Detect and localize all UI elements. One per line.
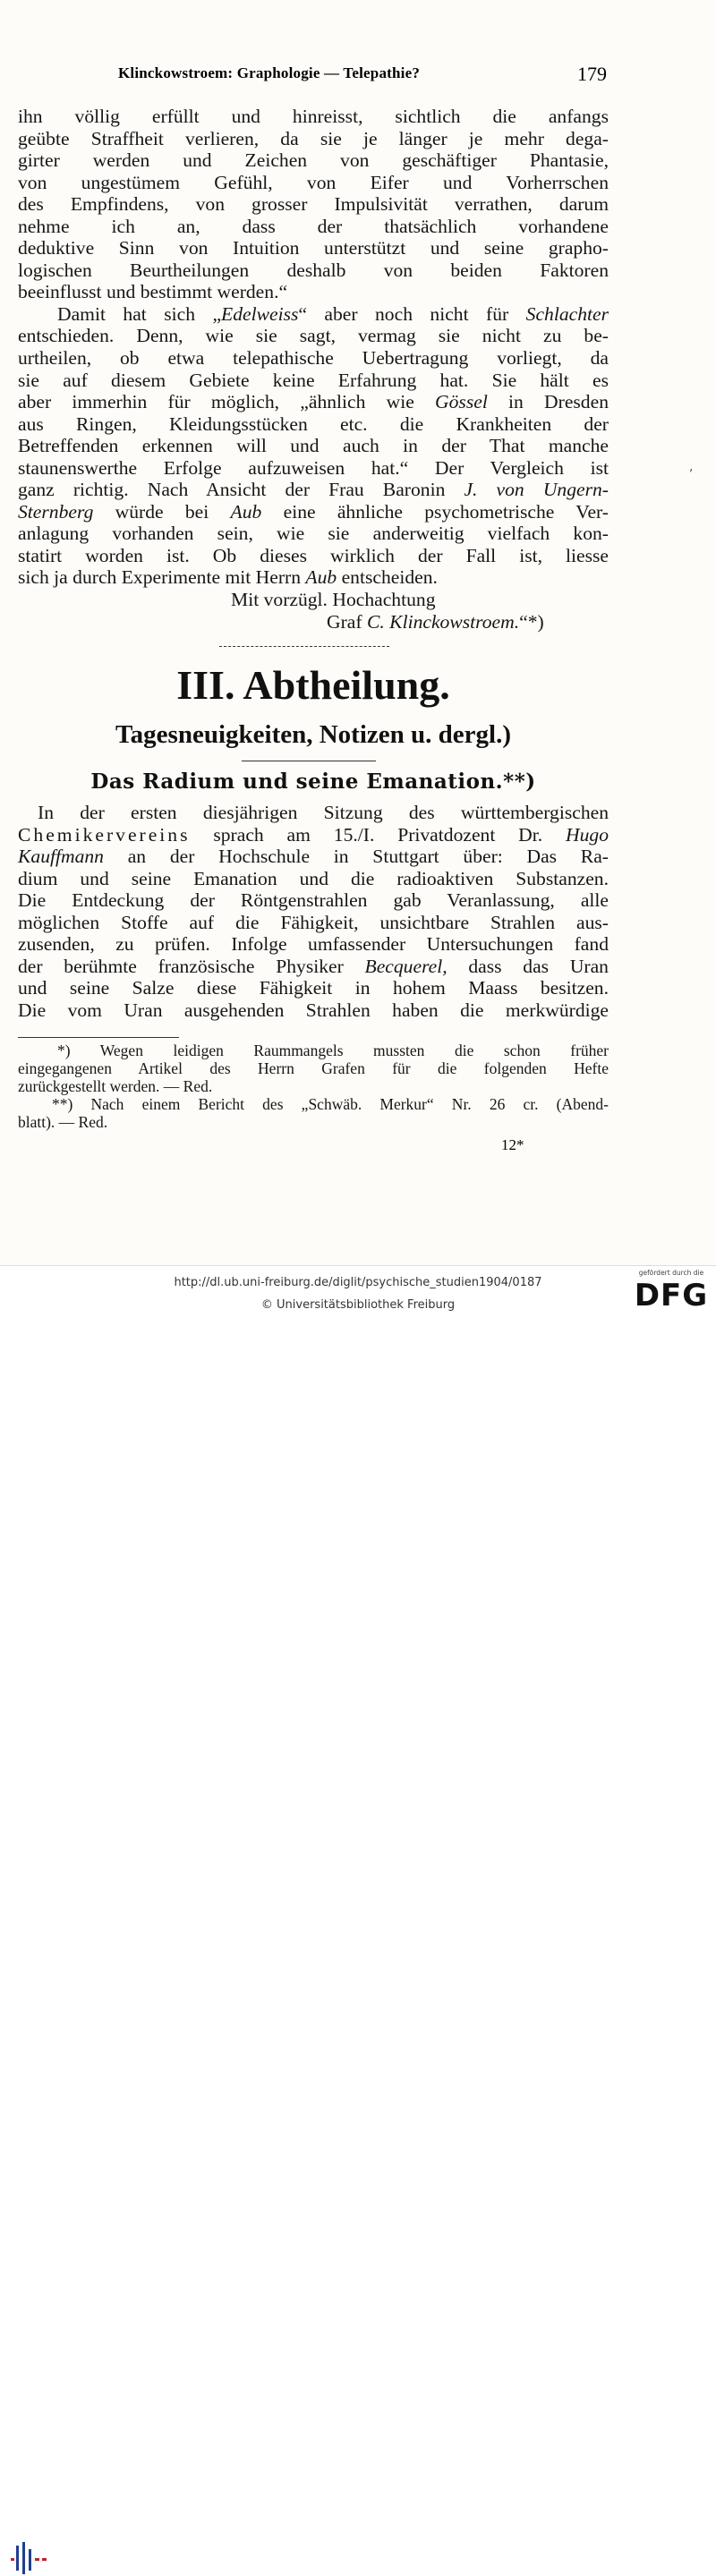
text-line: In der ersten diesjährigen Sitzung des württembergischen xyxy=(38,802,609,823)
text-run: würde bei xyxy=(93,500,231,523)
text-line xyxy=(18,846,609,868)
text-line: nehme ich an, dass der thatsächlich vorhandene xyxy=(18,215,609,237)
text-run-italic: Aub xyxy=(305,566,337,589)
text-run-italic: Sternberg xyxy=(18,500,94,523)
text-line: girter werden und Zeichen von geschäftiger Phantasie, xyxy=(18,149,609,172)
text-line: von ungestümem Gefühl, von Eifer und Vorherrschen xyxy=(18,171,609,193)
text-line: und seine Salze diese Fähigkeit in hohem Maass besitzen. xyxy=(18,977,609,999)
stray-mark: , xyxy=(689,460,694,474)
text-run: entscheiden. xyxy=(337,566,438,589)
article-title: Das Radium und seine Emanation.**) xyxy=(90,769,536,794)
letter-text xyxy=(18,106,609,633)
text-run: an der Hochschule in Stuttgart über: Das Ra- xyxy=(103,846,609,868)
article-text xyxy=(18,802,609,1021)
page-number: 179 xyxy=(577,63,607,85)
text-line: statirt worden ist. Ob dieses wirklich der Fall ist, liesse xyxy=(18,544,609,566)
dfg-logo xyxy=(630,1269,712,1314)
text-run: aber immerhin für möglich, „ähnlich wie xyxy=(18,391,436,413)
text-run-spaced: Chemikervereins xyxy=(18,823,191,846)
text-line: geübte Straffheit verlieren, da sie je länger je mehr dega- xyxy=(18,127,609,149)
text-line: beeinflusst und bestimmt werden.“ xyxy=(18,281,288,303)
text-run-italic: Kauffmann xyxy=(18,846,104,868)
text-run: “ aber noch nicht für xyxy=(298,302,526,325)
footnote-line: *) Wegen leidigen Raummangels mussten die schon früher xyxy=(57,1041,609,1059)
text-run: eine ähnliche psychometrische Ver- xyxy=(261,500,609,523)
signature-line xyxy=(18,611,609,633)
text-run-italic: Edelweiss xyxy=(221,302,299,325)
text-line xyxy=(18,479,609,501)
text-line: urtheilen, ob etwa telepathische Uebertragung vorliegt, da xyxy=(18,347,609,370)
text-line: ihn völlig erfüllt und hinreisst, sichtlich die anfangs xyxy=(18,106,609,127)
text-line: dium und seine Emanation und die radioaktiven Substanzen. xyxy=(18,867,609,889)
section-title: III. Abtheilung. xyxy=(176,662,450,708)
page-header xyxy=(18,63,609,89)
text-line xyxy=(18,566,609,589)
text-line xyxy=(18,501,609,523)
copyright-notice: © Universitätsbibliothek Freiburg xyxy=(260,1298,456,1312)
footnote-rule xyxy=(18,1037,179,1038)
closing-line: Mit vorzügl. Hochachtung xyxy=(231,589,436,611)
text-run: sich ja durch Experimente mit Herrn xyxy=(18,566,306,589)
text-run: “*) xyxy=(519,610,544,633)
text-line: zusenden, zu prüfen. Infolge umfassender Untersuchungen fand xyxy=(18,933,609,956)
text-run-italic: Hugo xyxy=(566,823,609,846)
text-line: logischen Beurtheilungen deshalb von beiden Faktoren xyxy=(18,259,609,281)
text-line: staunenswerthe Erfolge aufzuweisen hat.“ Der Vergleich ist xyxy=(18,456,609,479)
dfg-logo-text: DFG xyxy=(634,1278,709,1314)
text-run: sprach am 15./I. Privatdozent Dr. xyxy=(190,823,566,846)
permalink-url[interactable]: http://dl.ub.uni-freiburg.de/diglit/psychische_studien1904/0187 xyxy=(174,1276,542,1289)
text-line: des Empfindens, von grosser Impulsivität verrathen, darum xyxy=(18,193,609,216)
text-line: Die vom Uran ausgehenden Strahlen haben die merkwürdige xyxy=(18,999,609,1021)
text-line xyxy=(18,956,609,978)
dfg-caption: gefördert durch die xyxy=(638,1269,704,1277)
text-run: dass das Uran xyxy=(447,955,609,977)
text-line: Betreffenden erkennen will und auch in der That manche xyxy=(18,435,609,457)
text-line xyxy=(18,303,609,326)
text-run-italic: Becquerel, xyxy=(364,955,448,977)
text-line xyxy=(18,391,609,413)
text-line: möglichen Stoffe auf die Fähigkeit, unsichtbare Strahlen aus- xyxy=(18,911,609,933)
text-line: entschieden. Denn, wie sie sagt, vermag sie nicht zu be- xyxy=(18,325,609,347)
text-run: in Dresden xyxy=(487,391,609,413)
text-run-italic: Gössel xyxy=(435,391,488,413)
running-title: Klinckowstroem: Graphologie — Telepathie? xyxy=(118,64,421,81)
text-run: der berühmte französische Physiker xyxy=(18,955,365,977)
text-line: deduktive Sinn von Intuition unterstützt und seine grapho- xyxy=(18,237,609,259)
section-subtitle: Tagesneuigkeiten, Notizen u. dergl.) xyxy=(115,720,511,749)
footnotes xyxy=(18,1041,609,1131)
footnote-line: **) Nach einem Bericht des „Schwäb. Merkur“ Nr. 26 cr. (Abend- xyxy=(52,1095,609,1113)
text-run: Damit hat sich „ xyxy=(57,302,222,325)
scanned-page xyxy=(0,0,716,1265)
footnote-line: eingegangenen Artikel des Herrn Grafen für die folgenden Hefte xyxy=(18,1059,609,1077)
divider-dashed xyxy=(219,646,389,647)
text-run-italic: J. von Ungern- xyxy=(464,479,609,501)
library-logo-icon xyxy=(9,2540,48,2576)
text-run: Graf xyxy=(327,610,367,633)
signature-mark: 12* xyxy=(501,1136,524,1153)
text-line: sie auf diesem Gebiete keine Erfahrung hat. Sie hält es xyxy=(18,369,609,391)
text-run-italic: Schlachter xyxy=(525,302,609,325)
footnote-line: zurückgestellt werden. — Red. xyxy=(18,1077,213,1095)
text-line xyxy=(18,824,609,846)
text-line: aus Ringen, Kleidungsstücken etc. die Krankheiten der xyxy=(18,412,609,435)
text-run: ganz richtig. Nach Ansicht der Frau Baronin xyxy=(18,479,465,501)
footnote-line: blatt). — Red. xyxy=(18,1113,108,1131)
text-line: Die Entdeckung der Röntgenstrahlen gab Veranlassung, alle xyxy=(18,889,609,912)
text-line: anlagung vorhanden sein, wie sie anderweitig vielfach kon- xyxy=(18,523,609,545)
text-run-italic: Aub xyxy=(230,500,262,523)
text-run-italic: C. Klinckowstroem. xyxy=(366,610,520,633)
